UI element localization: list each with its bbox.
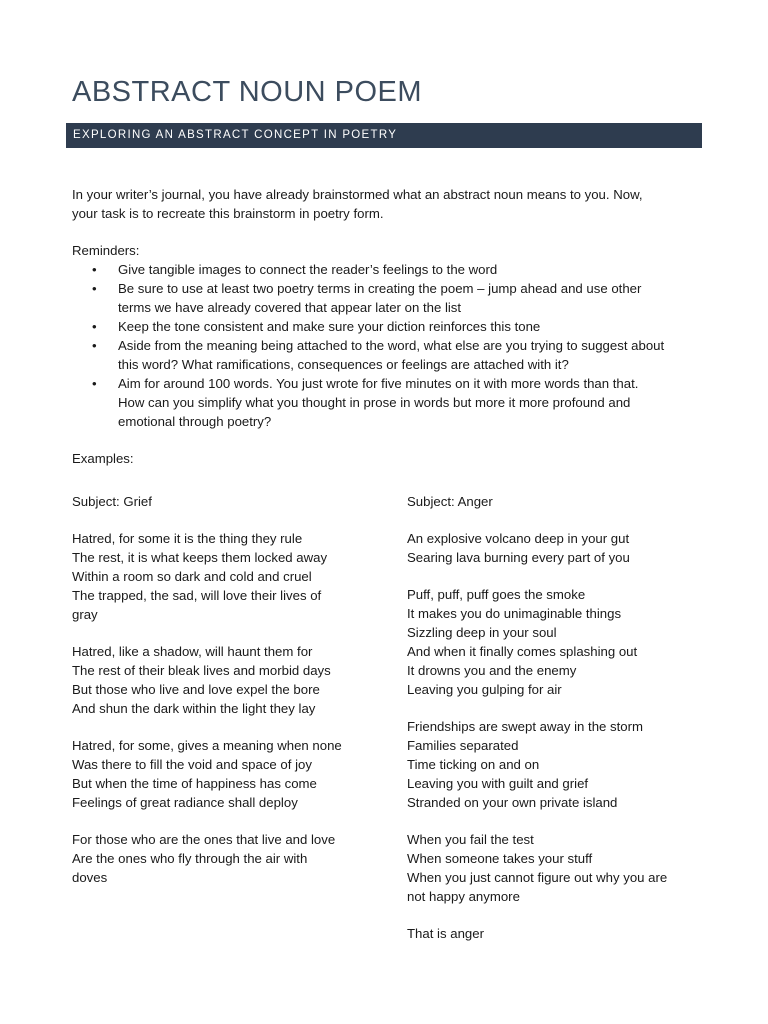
list-item xyxy=(72,260,702,279)
poem-line: Hatred, like a shadow, will haunt them for xyxy=(72,644,313,659)
poem-line: not happy anymore xyxy=(407,889,520,904)
bullet-icon: • xyxy=(92,262,97,277)
list-item-text: Give tangible images to connect the reader’s feelings to the word xyxy=(118,262,498,277)
poem-stanza xyxy=(407,924,707,943)
list-item-text: this word? What ramifications, consequences or feelings are attached with it? xyxy=(118,357,569,372)
list-item-text: emotional through poetry? xyxy=(118,414,272,429)
page-title: ABSTRACT NOUN POEM xyxy=(72,76,423,108)
poem-line: Are the ones who fly through the air with xyxy=(72,851,308,866)
list-item xyxy=(72,317,702,336)
poem-stanza xyxy=(407,830,707,906)
poem-line: When someone takes your stuff xyxy=(407,851,593,866)
instructions xyxy=(72,185,702,468)
poem-line: And shun the dark within the light they lay xyxy=(72,701,316,716)
poem-line: And when it finally comes splashing out xyxy=(407,644,638,659)
poem-line: gray xyxy=(72,607,98,622)
poem-stanza xyxy=(407,529,707,567)
examples-label: Examples: xyxy=(72,451,134,466)
poem-line: For those who are the ones that live and love xyxy=(72,832,336,847)
list-item-text: Be sure to use at least two poetry terms in creating the poem – jump ahead and use other xyxy=(118,281,642,296)
poem-stanza xyxy=(407,717,707,812)
poem-stanza xyxy=(72,642,372,718)
poem-line: doves xyxy=(72,870,108,885)
poem-line: Hatred, for some it is the thing they rule xyxy=(72,531,303,546)
poem-line: Feelings of great radiance shall deploy xyxy=(72,795,298,810)
example-anger xyxy=(407,492,707,961)
poem-line: That is anger xyxy=(407,926,484,941)
list-item-text: Keep the tone consistent and make sure your diction reinforces this tone xyxy=(118,319,541,334)
list-item-text: How can you simplify what you thought in prose in words but more it more profound and xyxy=(118,395,631,410)
poem-line: But when the time of happiness has come xyxy=(72,776,317,791)
bullet-icon: • xyxy=(92,281,97,296)
reminders-list xyxy=(72,260,702,431)
intro-line: In your writer’s journal, you have already brainstormed what an abstract noun means to you. Now, xyxy=(72,187,643,202)
poem-line: Puff, puff, puff goes the smoke xyxy=(407,587,586,602)
poem-line: Friendships are swept away in the storm xyxy=(407,719,644,734)
poem-line: When you just cannot figure out why you are xyxy=(407,870,668,885)
poem-line: Hatred, for some, gives a meaning when none xyxy=(72,738,342,753)
poem-line: But those who live and love expel the bore xyxy=(72,682,320,697)
list-item xyxy=(72,279,702,317)
example-subject: Subject: Grief xyxy=(72,494,152,509)
poem-line: Sizzling deep in your soul xyxy=(407,625,557,640)
poem-line: When you fail the test xyxy=(407,832,534,847)
poem-line: It makes you do unimaginable things xyxy=(407,606,622,621)
poem-line: Leaving you gulping for air xyxy=(407,682,562,697)
poem-line: Searing lava burning every part of you xyxy=(407,550,630,565)
poem-line: The trapped, the sad, will love their lives of xyxy=(72,588,322,603)
poem-stanza xyxy=(72,529,372,624)
poem-line: An explosive volcano deep in your gut xyxy=(407,531,630,546)
list-item-text: Aside from the meaning being attached to the word, what else are you trying to suggest about xyxy=(118,338,665,353)
poem-stanza xyxy=(72,830,372,887)
poem-line: The rest, it is what keeps them locked away xyxy=(72,550,328,565)
reminders-label: Reminders: xyxy=(72,243,140,258)
bullet-icon: • xyxy=(92,376,97,391)
intro-line: your task is to recreate this brainstorm in poetry form. xyxy=(72,206,384,221)
bullet-icon: • xyxy=(92,338,97,353)
list-item xyxy=(72,336,702,374)
subtitle-banner: EXPLORING AN ABSTRACT CONCEPT IN POETRY xyxy=(66,123,702,148)
poem-line: The rest of their bleak lives and morbid days xyxy=(72,663,331,678)
poem-line: Was there to fill the void and space of joy xyxy=(72,757,312,772)
poem-stanza xyxy=(407,585,707,699)
poem-line: It drowns you and the enemy xyxy=(407,663,577,678)
intro-paragraph xyxy=(72,185,702,223)
list-item xyxy=(72,374,702,431)
poem-line: Stranded on your own private island xyxy=(407,795,618,810)
poem-line: Within a room so dark and cold and cruel xyxy=(72,569,312,584)
list-item-text: terms we have already covered that appear later on the list xyxy=(118,300,462,315)
poem-line: Leaving you with guilt and grief xyxy=(407,776,589,791)
poem-line: Families separated xyxy=(407,738,519,753)
example-grief xyxy=(72,492,372,905)
poem-stanza xyxy=(72,736,372,812)
list-item-text: Aim for around 100 words. You just wrote for five minutes on it with more words than that. xyxy=(118,376,639,391)
example-subject: Subject: Anger xyxy=(407,494,493,509)
bullet-icon: • xyxy=(92,319,97,334)
poem-line: Time ticking on and on xyxy=(407,757,540,772)
